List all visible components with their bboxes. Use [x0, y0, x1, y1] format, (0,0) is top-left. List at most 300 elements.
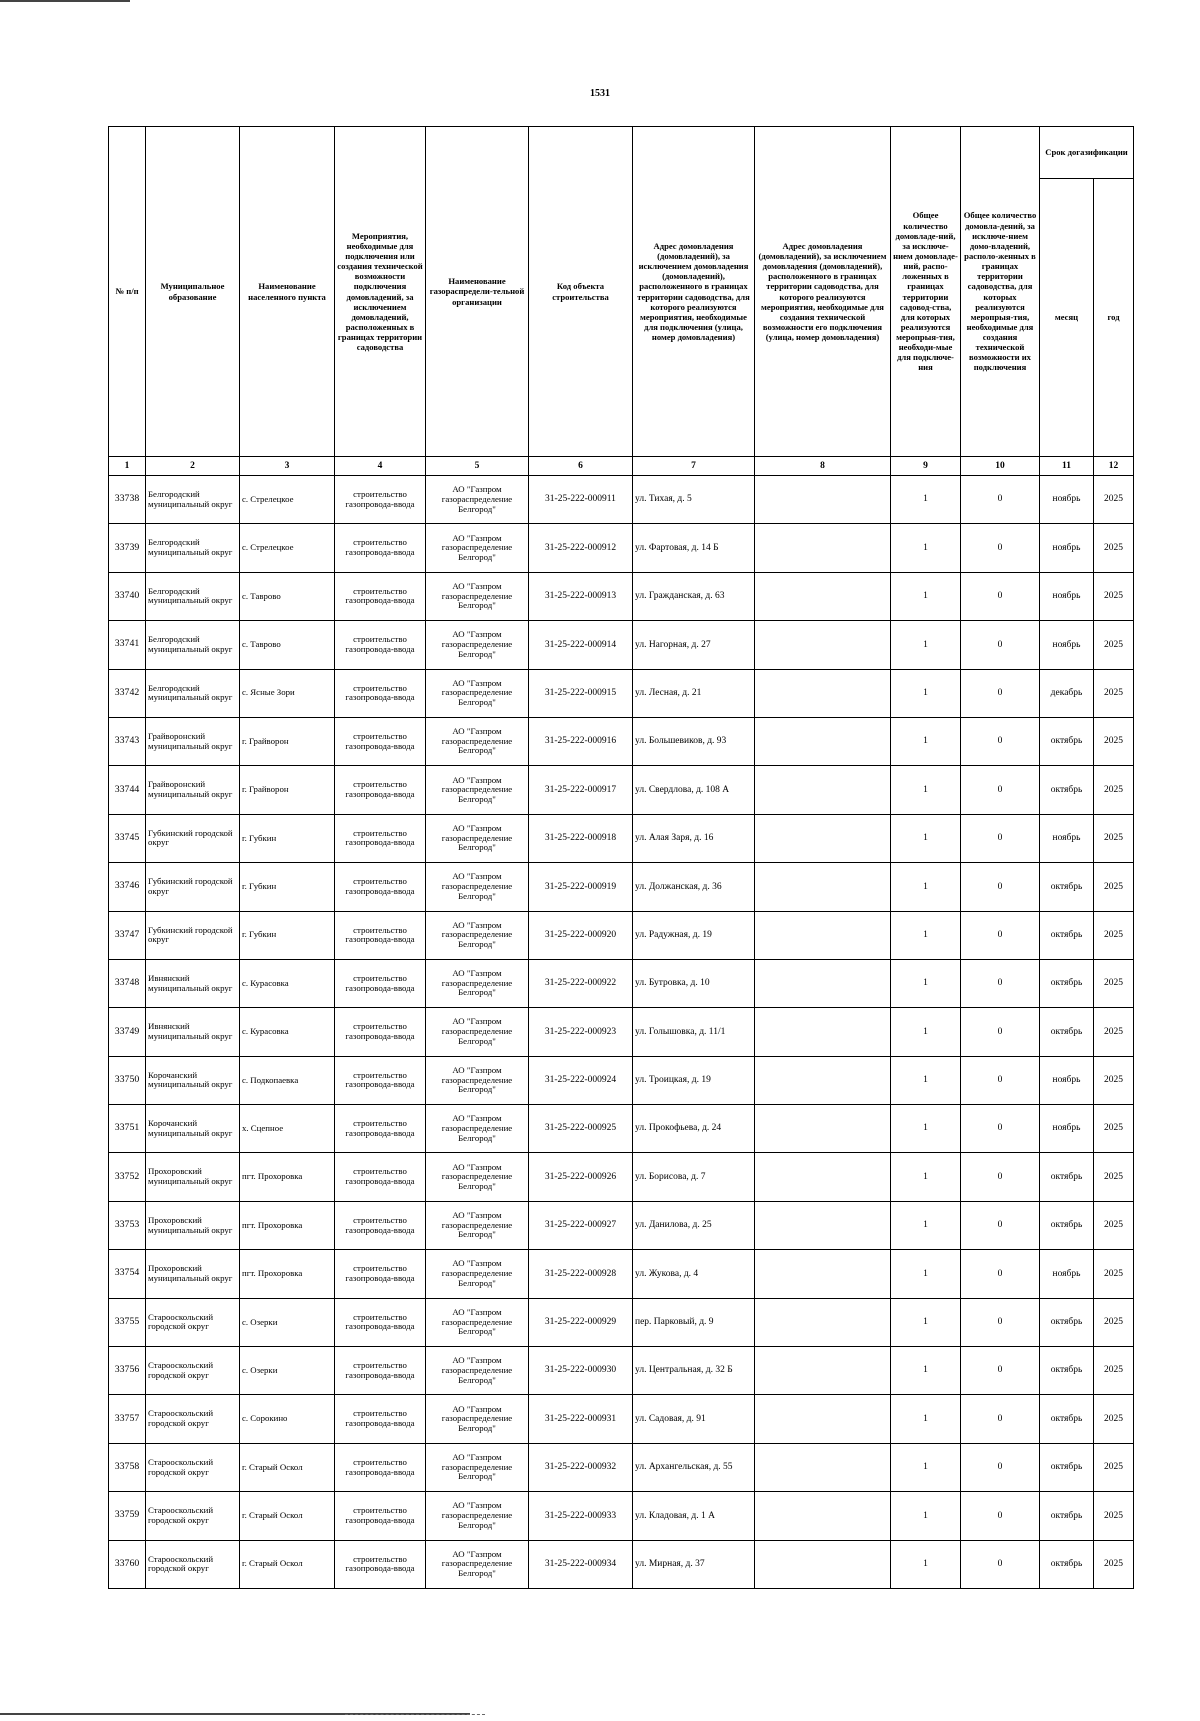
technical-address-cell — [755, 1105, 891, 1153]
settlement-cell: г. Старый Оскол — [240, 1540, 335, 1588]
households-technical-count: 0 — [961, 1540, 1040, 1588]
gas-company-cell: АО "Газпром газораспределение Белгород" — [426, 1443, 529, 1491]
deadline-month: ноябрь — [1040, 572, 1094, 620]
households-connect-count: 1 — [891, 1347, 961, 1395]
measure-cell: строительство газопровода-ввода — [335, 1395, 426, 1443]
technical-address-cell — [755, 1347, 891, 1395]
settlement-cell: с. Ясные Зори — [240, 669, 335, 717]
settlement-cell: х. Сцепное — [240, 1105, 335, 1153]
table-row — [109, 1540, 1134, 1588]
households-connect-count: 1 — [891, 1540, 961, 1588]
connection-address-cell: ул. Жукова, д. 4 — [633, 1250, 755, 1298]
gas-company-cell: АО "Газпром газораспределение Белгород" — [426, 621, 529, 669]
table-row — [109, 1395, 1134, 1443]
table-row — [109, 524, 1134, 572]
technical-address-cell — [755, 524, 891, 572]
object-code-cell: 31-25-222-000915 — [529, 669, 633, 717]
technical-address-cell — [755, 1153, 891, 1201]
connection-address-cell: ул. Данилова, д. 25 — [633, 1201, 755, 1249]
column-number: 12 — [1094, 457, 1134, 476]
table-row — [109, 1298, 1134, 1346]
table-row — [109, 1443, 1134, 1491]
settlement-cell: с. Стрелецкое — [240, 476, 335, 524]
object-code-cell: 31-25-222-000927 — [529, 1201, 633, 1249]
gas-company-cell: АО "Газпром газораспределение Белгород" — [426, 1008, 529, 1056]
row-number: 33757 — [109, 1395, 146, 1443]
gas-company-cell: АО "Газпром газораспределение Белгород" — [426, 1395, 529, 1443]
connection-address-cell: ул. Алая Заря, д. 16 — [633, 814, 755, 862]
gas-company-cell: АО "Газпром газораспределение Белгород" — [426, 1298, 529, 1346]
municipality-cell: Грайворонский муниципальный округ — [146, 717, 240, 765]
settlement-cell: г. Губкин — [240, 863, 335, 911]
technical-address-cell — [755, 621, 891, 669]
measure-cell: строительство газопровода-ввода — [335, 1201, 426, 1249]
settlement-cell: г. Грайворон — [240, 717, 335, 765]
header-group-deadline: Срок догазификации — [1040, 127, 1134, 179]
header-col-3: Наименование населенного пункта — [240, 127, 335, 457]
deadline-month: ноябрь — [1040, 1250, 1094, 1298]
row-number: 33755 — [109, 1298, 146, 1346]
municipality-cell: Белгородский муниципальный округ — [146, 572, 240, 620]
technical-address-cell — [755, 1540, 891, 1588]
scan-edge-top — [0, 0, 130, 2]
connection-address-cell: ул. Должанская, д. 36 — [633, 863, 755, 911]
municipality-cell: Белгородский муниципальный округ — [146, 669, 240, 717]
measure-cell: строительство газопровода-ввода — [335, 476, 426, 524]
technical-address-cell — [755, 1201, 891, 1249]
technical-address-cell — [755, 1056, 891, 1104]
table-row — [109, 911, 1134, 959]
connection-address-cell: ул. Кладовая, д. 1 А — [633, 1492, 755, 1540]
column-number: 11 — [1040, 457, 1094, 476]
table-row — [109, 1347, 1134, 1395]
column-number: 8 — [755, 457, 891, 476]
households-connect-count: 1 — [891, 1443, 961, 1491]
measure-cell: строительство газопровода-ввода — [335, 717, 426, 765]
connection-address-cell: пер. Парковый, д. 9 — [633, 1298, 755, 1346]
row-number: 33754 — [109, 1250, 146, 1298]
object-code-cell: 31-25-222-000924 — [529, 1056, 633, 1104]
settlement-cell: с. Курасовка — [240, 1008, 335, 1056]
object-code-cell: 31-25-222-000934 — [529, 1540, 633, 1588]
households-technical-count: 0 — [961, 1008, 1040, 1056]
households-technical-count: 0 — [961, 1443, 1040, 1491]
header-col-11: месяц — [1040, 179, 1094, 457]
gas-company-cell: АО "Газпром газораспределение Белгород" — [426, 524, 529, 572]
row-number: 33741 — [109, 621, 146, 669]
row-number: 33751 — [109, 1105, 146, 1153]
connection-address-cell: ул. Прокофьева, д. 24 — [633, 1105, 755, 1153]
settlement-cell: с. Озерки — [240, 1347, 335, 1395]
deadline-month: октябрь — [1040, 717, 1094, 765]
deadline-year: 2025 — [1094, 1492, 1134, 1540]
table-row — [109, 621, 1134, 669]
technical-address-cell — [755, 959, 891, 1007]
table-row — [109, 959, 1134, 1007]
gas-company-cell: АО "Газпром газораспределение Белгород" — [426, 766, 529, 814]
deadline-month: октябрь — [1040, 911, 1094, 959]
municipality-cell: Ивнянский муниципальный округ — [146, 1008, 240, 1056]
deadline-month: ноябрь — [1040, 621, 1094, 669]
column-number-row — [109, 457, 1134, 476]
object-code-cell: 31-25-222-000917 — [529, 766, 633, 814]
municipality-cell: Старооскольский городской округ — [146, 1347, 240, 1395]
gas-company-cell: АО "Газпром газораспределение Белгород" — [426, 476, 529, 524]
measure-cell: строительство газопровода-ввода — [335, 1443, 426, 1491]
settlement-cell: пгт. Прохоровка — [240, 1153, 335, 1201]
settlement-cell: с. Стрелецкое — [240, 524, 335, 572]
table-row — [109, 1105, 1134, 1153]
households-connect-count: 1 — [891, 1008, 961, 1056]
households-connect-count: 1 — [891, 911, 961, 959]
connection-address-cell: ул. Садовая, д. 91 — [633, 1395, 755, 1443]
households-connect-count: 1 — [891, 959, 961, 1007]
technical-address-cell — [755, 1250, 891, 1298]
scan-edge-bottom-dashed — [345, 1714, 485, 1715]
technical-address-cell — [755, 766, 891, 814]
technical-address-cell — [755, 572, 891, 620]
technical-address-cell — [755, 814, 891, 862]
object-code-cell: 31-25-222-000911 — [529, 476, 633, 524]
deadline-month: ноябрь — [1040, 814, 1094, 862]
gas-company-cell: АО "Газпром газораспределение Белгород" — [426, 1153, 529, 1201]
households-technical-count: 0 — [961, 1395, 1040, 1443]
deadline-year: 2025 — [1094, 863, 1134, 911]
households-connect-count: 1 — [891, 1056, 961, 1104]
table-row — [109, 1201, 1134, 1249]
deadline-year: 2025 — [1094, 1201, 1134, 1249]
households-connect-count: 1 — [891, 1395, 961, 1443]
measure-cell: строительство газопровода-ввода — [335, 524, 426, 572]
row-number: 33749 — [109, 1008, 146, 1056]
header-col-4: Мероприятия, необходимые для подключения или создания технической возможности подключения домовладений, за исключением домовладений, расположенных в границах территории садоводства — [335, 127, 426, 457]
technical-address-cell — [755, 863, 891, 911]
deadline-month: октябрь — [1040, 1492, 1094, 1540]
municipality-cell: Прохоровский муниципальный округ — [146, 1153, 240, 1201]
deadline-month: октябрь — [1040, 1443, 1094, 1491]
column-number: 10 — [961, 457, 1040, 476]
settlement-cell: с. Таврово — [240, 572, 335, 620]
municipality-cell: Старооскольский городской округ — [146, 1395, 240, 1443]
technical-address-cell — [755, 669, 891, 717]
deadline-year: 2025 — [1094, 1008, 1134, 1056]
households-connect-count: 1 — [891, 814, 961, 862]
deadline-year: 2025 — [1094, 1347, 1134, 1395]
row-number: 33744 — [109, 766, 146, 814]
deadline-month: октябрь — [1040, 1540, 1094, 1588]
municipality-cell: Корочанский муниципальный округ — [146, 1056, 240, 1104]
row-number: 33756 — [109, 1347, 146, 1395]
households-technical-count: 0 — [961, 814, 1040, 862]
gas-company-cell: АО "Газпром газораспределение Белгород" — [426, 1540, 529, 1588]
deadline-month: октябрь — [1040, 1347, 1094, 1395]
households-technical-count: 0 — [961, 1105, 1040, 1153]
row-number: 33740 — [109, 572, 146, 620]
row-number: 33753 — [109, 1201, 146, 1249]
technical-address-cell — [755, 717, 891, 765]
table-row — [109, 1153, 1134, 1201]
deadline-month: ноябрь — [1040, 476, 1094, 524]
table-row — [109, 766, 1134, 814]
deadline-year: 2025 — [1094, 1056, 1134, 1104]
gas-company-cell: АО "Газпром газораспределение Белгород" — [426, 1492, 529, 1540]
deadline-month: октябрь — [1040, 863, 1094, 911]
object-code-cell: 31-25-222-000926 — [529, 1153, 633, 1201]
table-row — [109, 717, 1134, 765]
deadline-year: 2025 — [1094, 1298, 1134, 1346]
gas-company-cell: АО "Газпром газораспределение Белгород" — [426, 1250, 529, 1298]
row-number: 33758 — [109, 1443, 146, 1491]
households-technical-count: 0 — [961, 863, 1040, 911]
households-technical-count: 0 — [961, 911, 1040, 959]
technical-address-cell — [755, 1298, 891, 1346]
households-connect-count: 1 — [891, 1105, 961, 1153]
gas-company-cell: АО "Газпром газораспределение Белгород" — [426, 1347, 529, 1395]
object-code-cell: 31-25-222-000930 — [529, 1347, 633, 1395]
column-number: 6 — [529, 457, 633, 476]
deadline-year: 2025 — [1094, 1105, 1134, 1153]
gasification-table — [108, 126, 1134, 1589]
households-technical-count: 0 — [961, 524, 1040, 572]
deadline-month: декабрь — [1040, 669, 1094, 717]
object-code-cell: 31-25-222-000920 — [529, 911, 633, 959]
technical-address-cell — [755, 911, 891, 959]
measure-cell: строительство газопровода-ввода — [335, 1298, 426, 1346]
page-number: 1531 — [590, 88, 610, 99]
municipality-cell: Белгородский муниципальный округ — [146, 476, 240, 524]
gas-company-cell: АО "Газпром газораспределение Белгород" — [426, 863, 529, 911]
row-number: 33759 — [109, 1492, 146, 1540]
municipality-cell: Белгородский муниципальный округ — [146, 621, 240, 669]
row-number: 33752 — [109, 1153, 146, 1201]
measure-cell: строительство газопровода-ввода — [335, 911, 426, 959]
connection-address-cell: ул. Свердлова, д. 108 А — [633, 766, 755, 814]
households-connect-count: 1 — [891, 1492, 961, 1540]
deadline-year: 2025 — [1094, 572, 1134, 620]
object-code-cell: 31-25-222-000929 — [529, 1298, 633, 1346]
households-technical-count: 0 — [961, 766, 1040, 814]
households-connect-count: 1 — [891, 1298, 961, 1346]
deadline-year: 2025 — [1094, 476, 1134, 524]
column-number: 4 — [335, 457, 426, 476]
connection-address-cell: ул. Фартовая, д. 14 Б — [633, 524, 755, 572]
measure-cell: строительство газопровода-ввода — [335, 572, 426, 620]
households-connect-count: 1 — [891, 766, 961, 814]
households-technical-count: 0 — [961, 669, 1040, 717]
municipality-cell: Старооскольский городской округ — [146, 1492, 240, 1540]
households-technical-count: 0 — [961, 1056, 1040, 1104]
municipality-cell: Старооскольский городской округ — [146, 1298, 240, 1346]
measure-cell: строительство газопровода-ввода — [335, 1492, 426, 1540]
deadline-year: 2025 — [1094, 1395, 1134, 1443]
header-col-10: Общее количество домовла-дений, за исключе-нием домо-владений, располо-женных в границах территории садоводства, для которых реализуются меропрыя-тия, необходимые для создания технической возможности их подключения — [961, 127, 1040, 457]
technical-address-cell — [755, 1443, 891, 1491]
table-row — [109, 669, 1134, 717]
households-technical-count: 0 — [961, 1201, 1040, 1249]
municipality-cell: Ивнянский муниципальный округ — [146, 959, 240, 1007]
deadline-month: октябрь — [1040, 766, 1094, 814]
municipality-cell: Белгородский муниципальный округ — [146, 524, 240, 572]
deadline-month: октябрь — [1040, 1395, 1094, 1443]
connection-address-cell: ул. Голышовка, д. 11/1 — [633, 1008, 755, 1056]
deadline-year: 2025 — [1094, 1250, 1134, 1298]
connection-address-cell: ул. Радужная, д. 19 — [633, 911, 755, 959]
row-number: 33747 — [109, 911, 146, 959]
header-col-5: Наименование газораспредели-тельной организации — [426, 127, 529, 457]
gas-company-cell: АО "Газпром газораспределение Белгород" — [426, 1056, 529, 1104]
gas-company-cell: АО "Газпром газораспределение Белгород" — [426, 572, 529, 620]
object-code-cell: 31-25-222-000914 — [529, 621, 633, 669]
object-code-cell: 31-25-222-000933 — [529, 1492, 633, 1540]
row-number: 33745 — [109, 814, 146, 862]
technical-address-cell — [755, 1395, 891, 1443]
deadline-month: ноябрь — [1040, 524, 1094, 572]
connection-address-cell: ул. Мирная, д. 37 — [633, 1540, 755, 1588]
households-technical-count: 0 — [961, 1492, 1040, 1540]
row-number: 33750 — [109, 1056, 146, 1104]
deadline-year: 2025 — [1094, 911, 1134, 959]
gas-company-cell: АО "Газпром газораспределение Белгород" — [426, 717, 529, 765]
table-row — [109, 1492, 1134, 1540]
gas-company-cell: АО "Газпром газораспределение Белгород" — [426, 911, 529, 959]
column-number: 1 — [109, 457, 146, 476]
households-technical-count: 0 — [961, 959, 1040, 1007]
municipality-cell: Старооскольский городской округ — [146, 1443, 240, 1491]
deadline-year: 2025 — [1094, 621, 1134, 669]
measure-cell: строительство газопровода-ввода — [335, 1153, 426, 1201]
gas-company-cell: АО "Газпром газораспределение Белгород" — [426, 1105, 529, 1153]
households-connect-count: 1 — [891, 621, 961, 669]
settlement-cell: с. Сорокино — [240, 1395, 335, 1443]
object-code-cell: 31-25-222-000923 — [529, 1008, 633, 1056]
technical-address-cell — [755, 1492, 891, 1540]
households-connect-count: 1 — [891, 524, 961, 572]
header-col-9: Общее количество домовладе-ний, за исключе-нием домовладе-ний, распо-ложенных в границах территории садовод-ства, для которых реализуются меропрыя-тия, необходи-мые для подключе-ния — [891, 127, 961, 457]
measure-cell: строительство газопровода-ввода — [335, 1008, 426, 1056]
connection-address-cell: ул. Лесная, д. 21 — [633, 669, 755, 717]
households-connect-count: 1 — [891, 1201, 961, 1249]
settlement-cell: г. Старый Оскол — [240, 1443, 335, 1491]
deadline-month: ноябрь — [1040, 1105, 1094, 1153]
deadline-year: 2025 — [1094, 1153, 1134, 1201]
deadline-month: ноябрь — [1040, 1056, 1094, 1104]
households-connect-count: 1 — [891, 1153, 961, 1201]
table-header — [109, 127, 1134, 476]
object-code-cell: 31-25-222-000922 — [529, 959, 633, 1007]
municipality-cell: Старооскольский городской округ — [146, 1540, 240, 1588]
table-row — [109, 863, 1134, 911]
households-connect-count: 1 — [891, 476, 961, 524]
object-code-cell: 31-25-222-000932 — [529, 1443, 633, 1491]
deadline-year: 2025 — [1094, 1443, 1134, 1491]
row-number: 33760 — [109, 1540, 146, 1588]
municipality-cell: Прохоровский муниципальный округ — [146, 1250, 240, 1298]
table-row — [109, 476, 1134, 524]
deadline-year: 2025 — [1094, 959, 1134, 1007]
connection-address-cell: ул. Бутровка, д. 10 — [633, 959, 755, 1007]
deadline-year: 2025 — [1094, 524, 1134, 572]
gas-company-cell: АО "Газпром газораспределение Белгород" — [426, 814, 529, 862]
measure-cell: строительство газопровода-ввода — [335, 766, 426, 814]
object-code-cell: 31-25-222-000931 — [529, 1395, 633, 1443]
deadline-month: октябрь — [1040, 1008, 1094, 1056]
households-connect-count: 1 — [891, 863, 961, 911]
deadline-month: октябрь — [1040, 1201, 1094, 1249]
municipality-cell: Губкинский городской округ — [146, 863, 240, 911]
gas-company-cell: АО "Газпром газораспределение Белгород" — [426, 669, 529, 717]
row-number: 33746 — [109, 863, 146, 911]
header-col-12: год — [1094, 179, 1134, 457]
header-col-8: Адрес домовладения (домовладений), за исключением домовладения (домовладений), расположенного в границах территории садоводства, для которого реализуются мероприятия, необходимые для создания технической возможности его подключения (улица, номер домовладения) — [755, 127, 891, 457]
table-row — [109, 1250, 1134, 1298]
table-row — [109, 1008, 1134, 1056]
table-row — [109, 572, 1134, 620]
object-code-cell: 31-25-222-000916 — [529, 717, 633, 765]
gas-company-cell: АО "Газпром газораспределение Белгород" — [426, 959, 529, 1007]
settlement-cell: г. Старый Оскол — [240, 1492, 335, 1540]
row-number: 33739 — [109, 524, 146, 572]
settlement-cell: с. Таврово — [240, 621, 335, 669]
header-col-2: Муниципальное образование — [146, 127, 240, 457]
header-col-6: Код объекта строительства — [529, 127, 633, 457]
deadline-month: октябрь — [1040, 1153, 1094, 1201]
object-code-cell: 31-25-222-000912 — [529, 524, 633, 572]
measure-cell: строительство газопровода-ввода — [335, 1250, 426, 1298]
connection-address-cell: ул. Борисова, д. 7 — [633, 1153, 755, 1201]
settlement-cell: г. Губкин — [240, 911, 335, 959]
households-connect-count: 1 — [891, 572, 961, 620]
settlement-cell: пгт. Прохоровка — [240, 1201, 335, 1249]
measure-cell: строительство газопровода-ввода — [335, 621, 426, 669]
households-connect-count: 1 — [891, 669, 961, 717]
municipality-cell: Губкинский городской округ — [146, 814, 240, 862]
households-technical-count: 0 — [961, 717, 1040, 765]
connection-address-cell: ул. Нагорная, д. 27 — [633, 621, 755, 669]
deadline-month: октябрь — [1040, 959, 1094, 1007]
households-connect-count: 1 — [891, 717, 961, 765]
column-number: 7 — [633, 457, 755, 476]
table-row — [109, 814, 1134, 862]
object-code-cell: 31-25-222-000919 — [529, 863, 633, 911]
households-connect-count: 1 — [891, 1250, 961, 1298]
measure-cell: строительство газопровода-ввода — [335, 1540, 426, 1588]
measure-cell: строительство газопровода-ввода — [335, 669, 426, 717]
deadline-year: 2025 — [1094, 766, 1134, 814]
connection-address-cell: ул. Гражданская, д. 63 — [633, 572, 755, 620]
row-number: 33743 — [109, 717, 146, 765]
settlement-cell: с. Подкопаевка — [240, 1056, 335, 1104]
measure-cell: строительство газопровода-ввода — [335, 959, 426, 1007]
column-number: 3 — [240, 457, 335, 476]
connection-address-cell: ул. Тихая, д. 5 — [633, 476, 755, 524]
connection-address-cell: ул. Архангельская, д. 55 — [633, 1443, 755, 1491]
deadline-year: 2025 — [1094, 669, 1134, 717]
object-code-cell: 31-25-222-000918 — [529, 814, 633, 862]
households-technical-count: 0 — [961, 1298, 1040, 1346]
column-number: 9 — [891, 457, 961, 476]
table-body — [109, 476, 1134, 1589]
connection-address-cell: ул. Троицкая, д. 19 — [633, 1056, 755, 1104]
deadline-year: 2025 — [1094, 717, 1134, 765]
measure-cell: строительство газопровода-ввода — [335, 1056, 426, 1104]
object-code-cell: 31-25-222-000913 — [529, 572, 633, 620]
row-number: 33748 — [109, 959, 146, 1007]
column-number: 5 — [426, 457, 529, 476]
object-code-cell: 31-25-222-000928 — [529, 1250, 633, 1298]
households-technical-count: 0 — [961, 572, 1040, 620]
gas-company-cell: АО "Газпром газораспределение Белгород" — [426, 1201, 529, 1249]
households-technical-count: 0 — [961, 621, 1040, 669]
